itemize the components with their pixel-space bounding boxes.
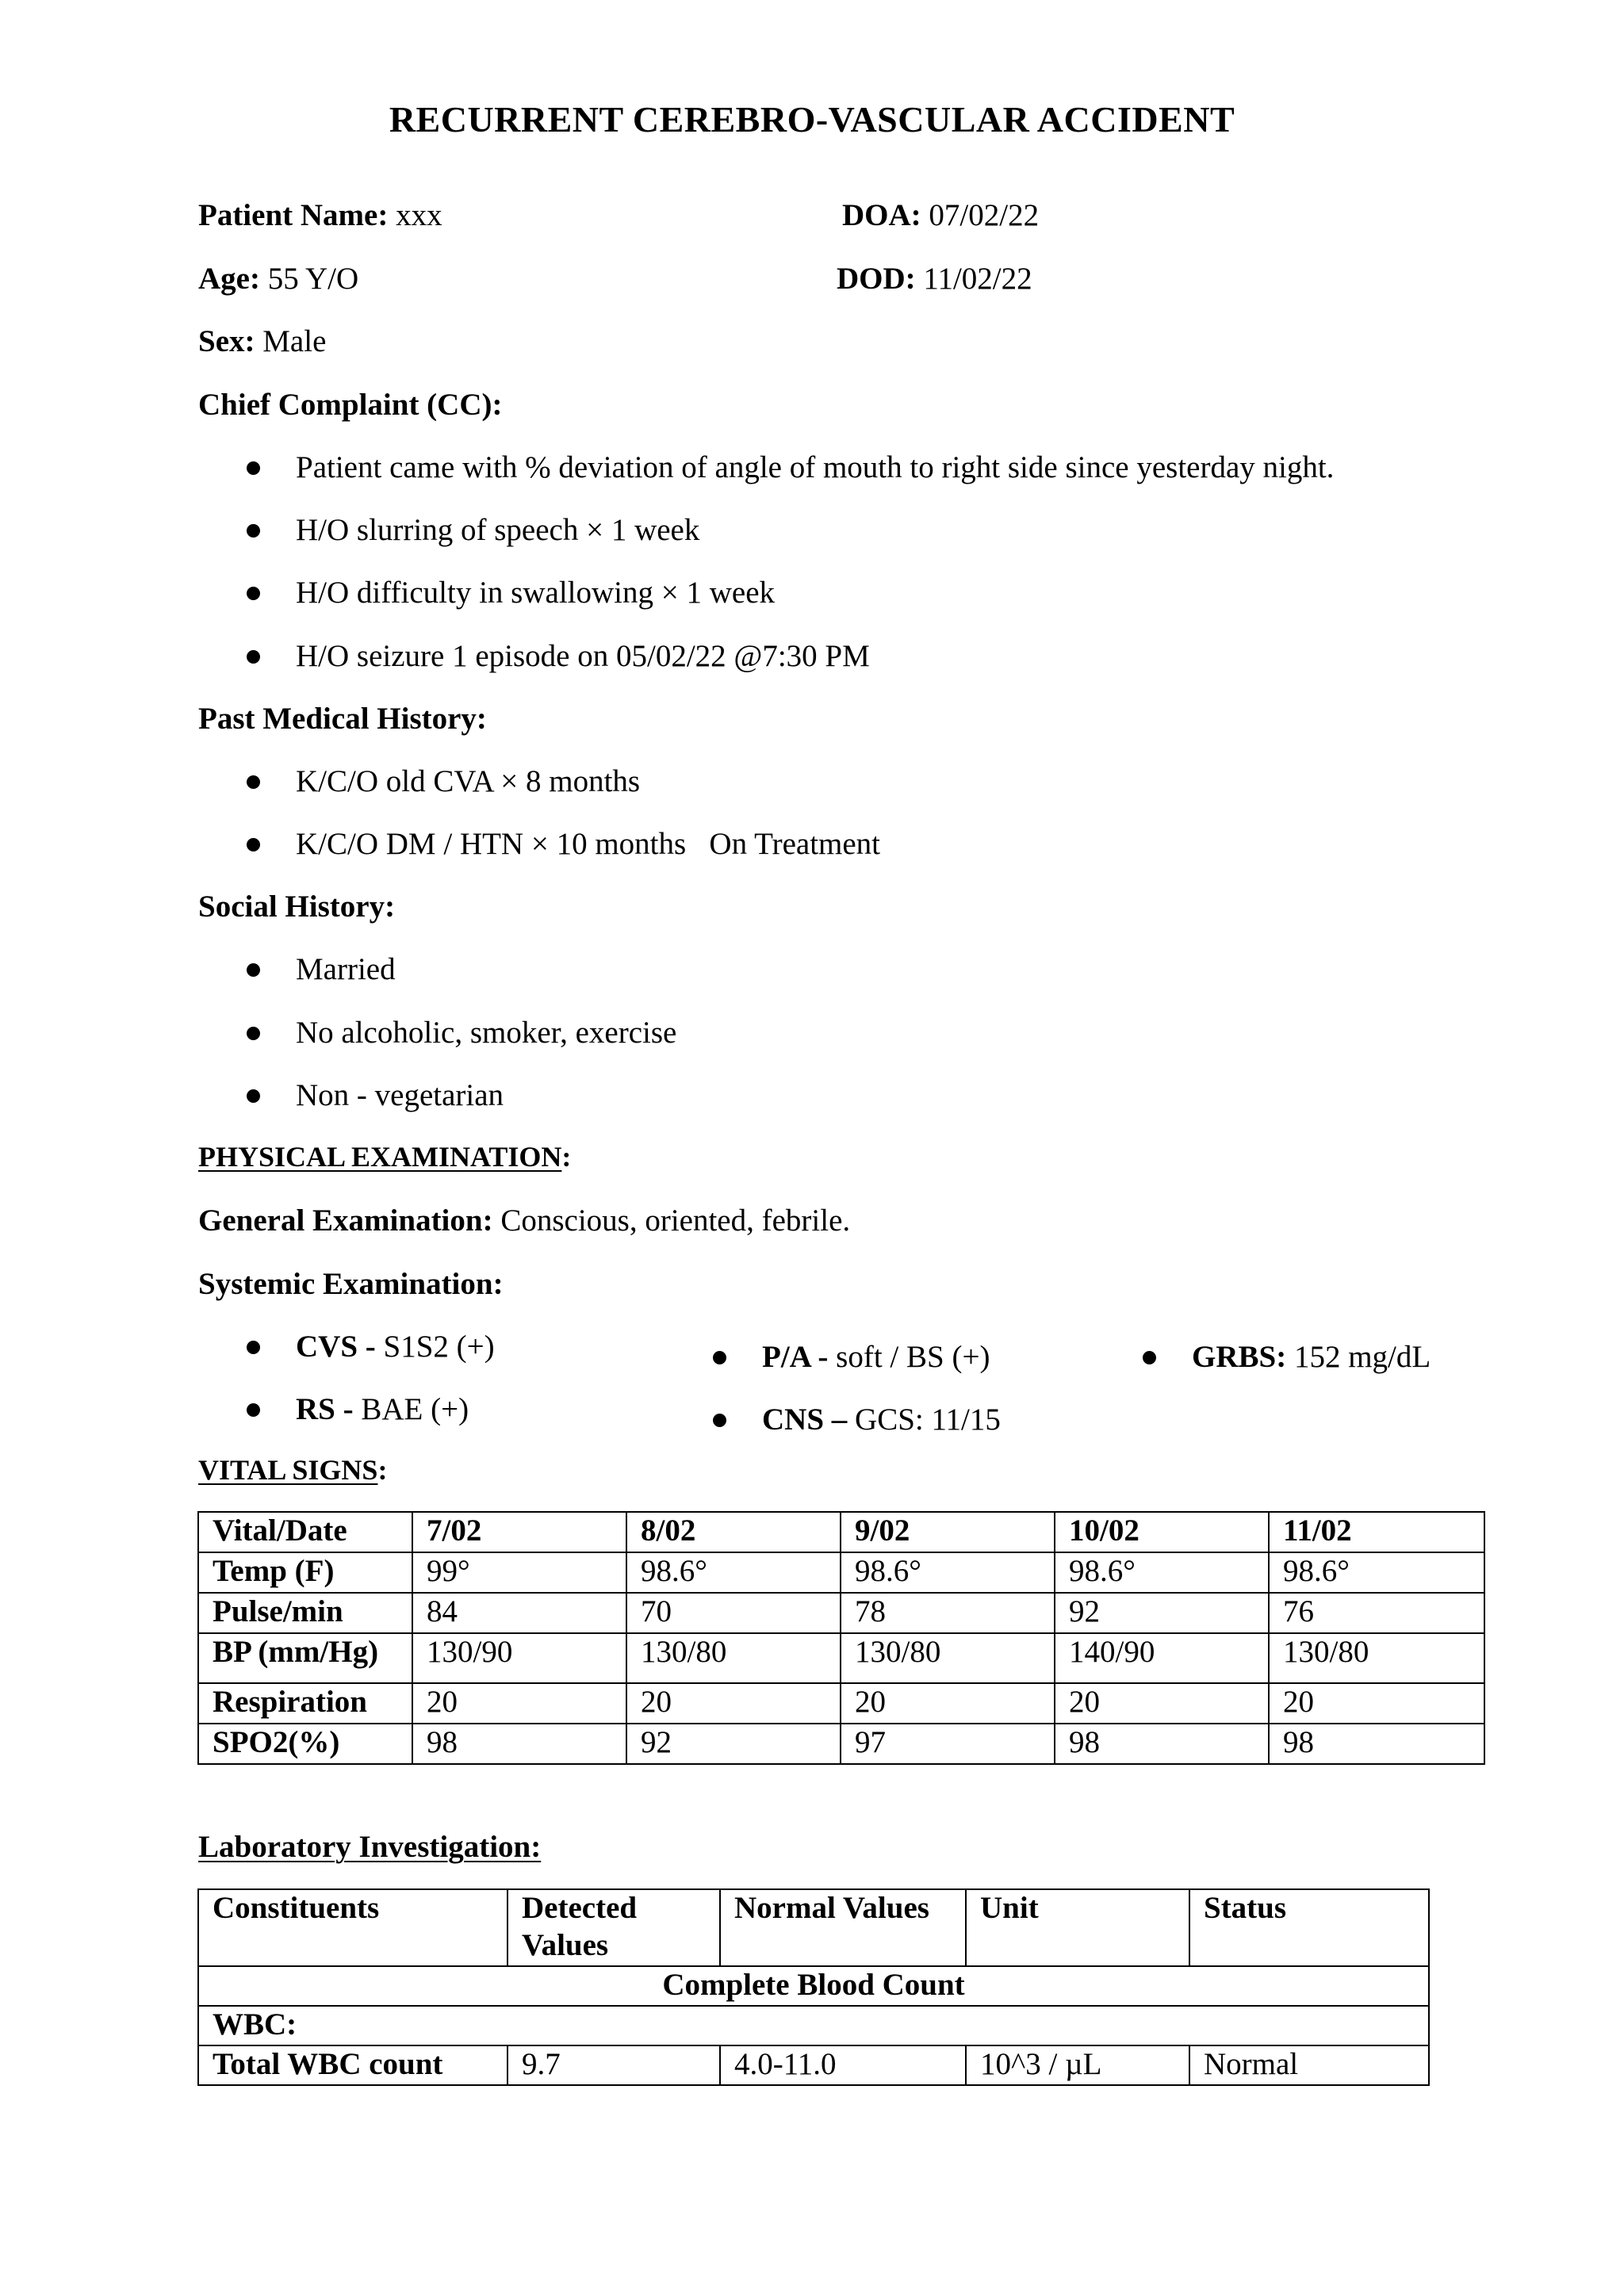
grbs-value: 152 mg/dL: [1293, 1340, 1431, 1374]
document-title: RECURRENT CEREBRO-VASCULAR ACCIDENT: [389, 99, 1235, 140]
table-header-cell: 11/02: [1269, 1512, 1484, 1552]
table-cell: 130/90: [412, 1633, 626, 1683]
dod-value: 11/02/22: [923, 262, 1032, 296]
doa-label: DOA:: [842, 198, 921, 232]
bullet-icon: [713, 1414, 726, 1427]
grbs-text: [1192, 1341, 1431, 1372]
bullet-icon: [247, 650, 260, 664]
table-section-row: [198, 1966, 1429, 2006]
dod-line: [837, 263, 1032, 294]
patient-name-value: xxx: [396, 198, 442, 232]
table-cell: Respiration: [198, 1683, 412, 1724]
table-cell: 92: [626, 1724, 841, 1764]
table-row: [198, 1724, 1484, 1764]
cc-item-text: H/O seizure 1 episode on 05/02/22 @7:30 PM: [296, 639, 870, 673]
bullet-icon: [1143, 1351, 1156, 1364]
table-cell: 84: [412, 1593, 626, 1633]
cns-value: GCS: 11/15: [855, 1402, 1001, 1437]
table-header-cell: 9/02: [841, 1512, 1055, 1552]
table-cell: Total WBC count: [198, 2045, 508, 2085]
table-cell: 10^3 / µL: [966, 2045, 1189, 2085]
grbs-label: GRBS:: [1192, 1340, 1287, 1374]
bullet-icon: [247, 524, 260, 538]
table-header-cell: Vital/Date: [198, 1512, 412, 1552]
bullet-icon: [247, 1089, 260, 1103]
rs-label: RS -: [296, 1392, 354, 1426]
table-cell: BP (mm/Hg): [198, 1633, 412, 1683]
chief-complaint-heading: Chief Complaint (CC):: [198, 388, 503, 422]
social-item-text: No alcoholic, smoker, exercise: [296, 1016, 677, 1050]
table-header-row: [198, 1512, 1484, 1552]
table-row: [198, 2045, 1429, 2085]
pa-value: soft / BS (+): [836, 1340, 990, 1374]
table-cell: 98.6°: [841, 1552, 1055, 1593]
rs-text: [296, 1394, 469, 1425]
table-row: [198, 1552, 1484, 1593]
table-header-cell: Normal Values: [720, 1889, 966, 1966]
lab-table: [197, 1888, 1430, 2086]
table-cell: Normal: [1189, 2045, 1429, 2085]
pa-label: P/A -: [762, 1340, 829, 1374]
table-cell: 130/80: [626, 1633, 841, 1683]
bullet-icon: [247, 775, 260, 789]
table-section-cell: Complete Blood Count: [198, 1966, 1429, 2006]
table-cell: 20: [1055, 1683, 1269, 1724]
vital-signs-heading-colon: :: [377, 1454, 388, 1486]
cvs-text: [296, 1331, 495, 1362]
doa-line: [842, 200, 1039, 231]
cns-label: CNS –: [762, 1402, 848, 1437]
age-label: Age:: [198, 262, 260, 296]
table-cell: 20: [412, 1683, 626, 1724]
table-row: [198, 1633, 1484, 1683]
table-cell: 4.0-11.0: [720, 2045, 966, 2085]
table-cell: 98.6°: [626, 1552, 841, 1593]
bullet-icon: [247, 1403, 260, 1417]
table-cell: 78: [841, 1593, 1055, 1633]
social-item-text: Non - vegetarian: [296, 1078, 504, 1112]
table-cell: 97: [841, 1724, 1055, 1764]
vital-signs-heading-text: VITAL SIGNS: [198, 1454, 378, 1486]
past-medical-history-heading: Past Medical History:: [198, 702, 487, 736]
table-cell: 98: [1055, 1724, 1269, 1764]
sex-line: [198, 326, 326, 357]
cc-item-text: H/O difficulty in swallowing × 1 week: [296, 576, 776, 610]
sex-label: Sex:: [198, 324, 255, 358]
patient-name-line: [198, 200, 442, 231]
table-cell: 70: [626, 1593, 841, 1633]
bullet-icon: [247, 1341, 260, 1354]
cvs-label: CVS -: [296, 1330, 376, 1364]
cc-item-text: H/O slurring of speech × 1 week: [296, 513, 700, 547]
table-header-cell: Constituents: [198, 1889, 508, 1966]
table-header-cell: 10/02: [1055, 1512, 1269, 1552]
table-row: [198, 1683, 1484, 1724]
bullet-icon: [713, 1351, 726, 1364]
table-cell: 20: [841, 1683, 1055, 1724]
table-cell: 20: [1269, 1683, 1484, 1724]
systemic-exam-heading: Systemic Examination:: [198, 1267, 504, 1301]
bullet-icon: [247, 587, 260, 600]
table-cell: 98: [412, 1724, 626, 1764]
general-exam-value: Conscious, oriented, febrile.: [500, 1203, 851, 1238]
general-exam-label: General Examination:: [198, 1203, 493, 1238]
table-cell: 98: [1269, 1724, 1484, 1764]
physical-exam-heading-colon: :: [561, 1141, 572, 1173]
rs-value: BAE (+): [361, 1392, 469, 1426]
table-cell: 140/90: [1055, 1633, 1269, 1683]
table-cell: 9.7: [508, 2045, 720, 2085]
table-header-cell: 7/02: [412, 1512, 626, 1552]
bullet-icon: [247, 963, 260, 977]
table-header-cell: Unit: [966, 1889, 1189, 1966]
table-cell: SPO2(%): [198, 1724, 412, 1764]
table-cell: 76: [1269, 1593, 1484, 1633]
table-header-cell: Status: [1189, 1889, 1429, 1966]
table-cell: 130/80: [1269, 1633, 1484, 1683]
table-group-row: [198, 2006, 1429, 2045]
vital-signs-table: [197, 1511, 1485, 1765]
physical-exam-heading-text: PHYSICAL EXAMINATION: [198, 1141, 562, 1173]
pmh-item-text: K/C/O old CVA × 8 months: [296, 764, 641, 798]
sex-value: Male: [262, 324, 327, 358]
table-cell: 92: [1055, 1593, 1269, 1633]
table-cell: 130/80: [841, 1633, 1055, 1683]
bullet-icon: [247, 838, 260, 851]
table-header-row: [198, 1889, 1429, 1966]
table-cell: Pulse/min: [198, 1593, 412, 1633]
table-group-cell: WBC:: [198, 2006, 1429, 2045]
cc-item-text: Patient came with % deviation of angle of mouth to right side since yesterday night.: [296, 450, 1335, 484]
pmh-item-text: K/C/O DM / HTN × 10 months On Treatment: [296, 827, 881, 861]
cvs-value: S1S2 (+): [383, 1330, 495, 1364]
general-exam-line: [198, 1205, 850, 1236]
dod-label: DOD:: [837, 262, 916, 296]
table-cell: 20: [626, 1683, 841, 1724]
age-value: 55 Y/O: [267, 262, 359, 296]
patient-name-label: Patient Name:: [198, 198, 389, 232]
table-cell: 99°: [412, 1552, 626, 1593]
age-line: [198, 263, 358, 294]
table-cell: 98.6°: [1269, 1552, 1484, 1593]
bullet-icon: [247, 461, 260, 475]
lab-heading: Laboratory Investigation:: [198, 1830, 542, 1864]
table-cell: Temp (F): [198, 1552, 412, 1593]
table-header-cell: 8/02: [626, 1512, 841, 1552]
table-cell: 98.6°: [1055, 1552, 1269, 1593]
cns-text: [762, 1404, 1001, 1435]
social-item-text: Married: [296, 952, 396, 986]
bullet-icon: [247, 1027, 260, 1040]
table-row: [198, 1593, 1484, 1633]
table-header-cell: Detected Values: [508, 1889, 720, 1966]
doa-value: 07/02/22: [929, 198, 1040, 232]
social-history-heading: Social History:: [198, 890, 396, 924]
pa-text: [762, 1341, 990, 1372]
vital-signs-heading: [198, 1456, 387, 1484]
physical-exam-heading: [198, 1142, 571, 1171]
